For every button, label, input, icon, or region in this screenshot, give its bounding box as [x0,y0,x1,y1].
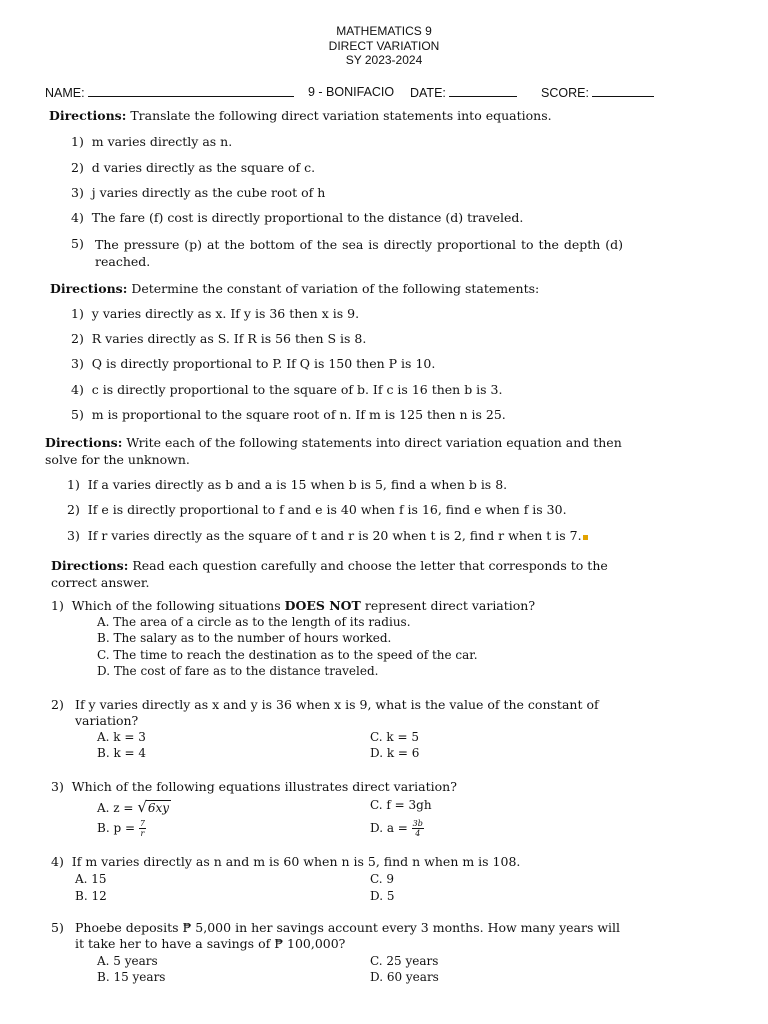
q1-option-d[interactable]: D. The cost of fare as to the distance traveled. [97,664,379,678]
part1-item-5: The pressure (p) at the bottom of the sea is directly proportional to the depth (d) reached. [95,237,623,269]
part3-item-3: 3) If r varies directly as the square of t and r is 20 when t is 2, find r when t is 7. [67,528,588,543]
directions-label: Directions: [51,558,129,573]
q2-option-b[interactable]: B. k = 4 [97,746,147,760]
q1-option-c[interactable]: C. The time to reach the destination as to the speed of the car. [97,648,478,662]
q5-option-a[interactable]: A. 5 years [97,954,158,968]
part3-item-1: 1) If a varies directly as b and a is 15 when b is 5, find a when b is 8. [67,477,508,492]
q5-option-c[interactable]: C. 25 years [370,954,439,968]
part1-item-1: 1) m varies directly as n. [71,134,233,149]
q2-option-a[interactable]: A. k = 3 [97,730,146,744]
subject-title: MATHEMATICS 9 [336,24,432,38]
section-label: 9 - BONIFACIO [308,85,395,99]
score-blank[interactable] [592,85,654,97]
date-blank[interactable] [449,85,517,97]
question-2-num: 2) [51,697,64,712]
question-5-num: 5) [51,920,64,935]
q4-option-b[interactable]: B. 12 [75,889,107,903]
score-label: SCORE: [541,86,589,100]
question-4: 4) If m varies directly as n and m is 60 when n is 5, find n when m is 108. [51,854,521,869]
sqrt-icon: √ [137,798,147,816]
score-field[interactable] [541,85,654,100]
q1-option-a[interactable]: A. The area of a circle as to the length of its radius. [97,615,411,629]
directions-label: Directions: [49,108,127,123]
question-2: If y varies directly as x and y is 36 when x is 9, what is the value of the constant of variation? [75,697,599,728]
directions-text: Translate the following direct variation statements into equations. [126,108,552,123]
part1-item-5-num: 5) [71,236,84,251]
part3-item-2: 2) If e is directly proportional to f and e is 40 when f is 16, find e when f is 30. [67,502,567,517]
part1-item-3: 3) j varies directly as the cube root of h [71,185,326,200]
part2-item-2: 2) R varies directly as S. If R is 56 then S is 8. [71,331,367,346]
q3-option-c[interactable]: C. f = 3gh [370,798,432,812]
directions-part1 [49,108,552,123]
q2-option-d[interactable]: D. k = 6 [370,746,420,760]
directions-label: Directions: [45,435,123,450]
name-field[interactable] [45,85,294,100]
school-year: SY 2023-2024 [345,53,423,67]
directions-part3 [45,434,625,468]
name-blank[interactable] [88,85,294,97]
directions-text: Read each question carefully and choose the letter that corresponds to the correct answer. [51,558,608,590]
date-field[interactable] [410,85,517,100]
question-3: 3) Which of the following equations illustrates direct variation? [51,779,457,794]
q3-option-b[interactable]: B. p = $\frac{7}{r}$ [97,819,145,838]
q5-option-d[interactable]: D. 60 years [370,970,439,984]
part2-item-4: 4) c is directly proportional to the square of b. If c is 16 then b is 3. [71,382,503,397]
directions-part4 [51,557,625,591]
directions-part2 [50,281,539,296]
part1-item-2: 2) d varies directly as the square of c. [71,160,316,175]
date-label: DATE: [410,86,446,100]
q3-option-d[interactable]: D. a = $\frac{3b}{4}$ [370,819,423,838]
q3-option-a[interactable]: A. z = √6xy [97,798,170,816]
directions-label: Directions: [50,281,128,296]
fraction: $\frac{3b}{4}$ [412,819,423,838]
edit-marker-icon [583,535,588,540]
question-5: Phoebe deposits ₱ 5,000 in her savings account every 3 months. How many years will it take her to have a savings of ₱ 100,000? [75,920,621,951]
name-label: NAME: [45,86,85,100]
part2-item-1: 1) y varies directly as x. If y is 36 then x is 9. [71,306,360,321]
part1-item-4: 4) The fare (f) cost is directly proportional to the distance (d) traveled. [71,210,524,225]
directions-text: Determine the constant of variation of the following statements: [127,281,540,296]
question-1: 1) Which of the following situations DOES NOT represent direct variation? [51,598,536,613]
q4-option-a[interactable]: A. 15 [75,872,107,886]
q4-option-c[interactable]: C. 9 [370,872,395,886]
q1-option-b[interactable]: B. The salary as to the number of hours worked. [97,631,392,645]
q4-option-d[interactable]: D. 5 [370,889,395,903]
part2-item-5: 5) m is proportional to the square root of n. If m is 125 then n is 25. [71,407,506,422]
part2-item-3: 3) Q is directly proportional to P. If Q is 150 then P is 10. [71,356,436,371]
q2-option-c[interactable]: C. k = 5 [370,730,419,744]
topic-title: DIRECT VARIATION [328,39,440,53]
directions-text: Write each of the following statements into direct variation equation and then solve for the unknown. [45,435,622,467]
q5-option-b[interactable]: B. 15 years [97,970,166,984]
fraction: $\frac{7}{r}$ [139,819,145,838]
